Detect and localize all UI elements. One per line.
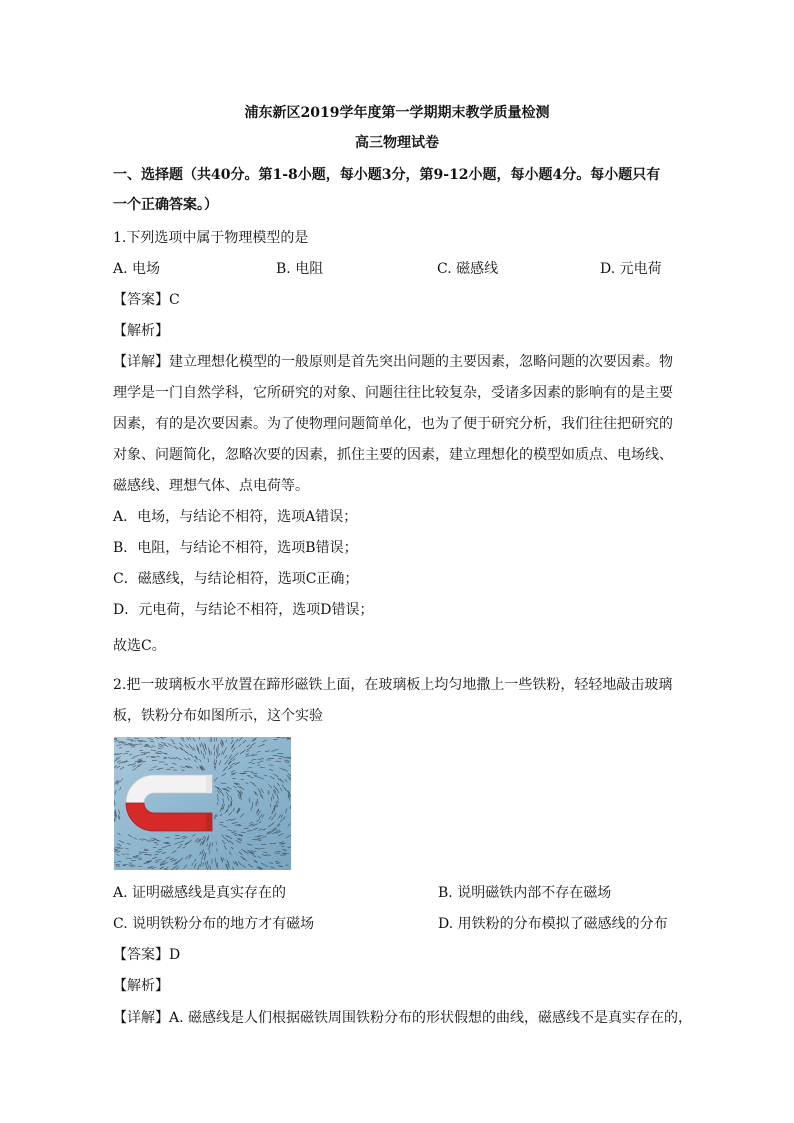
q2-option-c: C. 说明铁粉分布的地方才有磁场 [113,916,315,932]
q2-option-b: B. 说明磁铁内部不存在磁场 [438,885,612,901]
q1-option-c: C. 磁感线 [437,261,499,277]
page-title: 浦东新区2019学年度第一学期期末教学质量检测 [244,105,550,121]
magnet-iron-filings-image [114,737,291,870]
q1-option-analysis: C．磁感线，与结论相符，选项C正确； [113,571,359,587]
q2-stem-line1: 2.把一玻璃板水平放置在蹄形磁铁上面，在玻璃板上均匀地撒上一些铁粉，轻轻地敲击玻璃 [113,677,673,693]
q1-option-b: B. 电阻 [276,261,324,277]
q2-option-a: A. 证明磁感线是真实存在的 [113,885,287,901]
q2-stem-line2: 板，铁粉分布如图所示，这个实验 [113,708,323,724]
q1-option-analysis: D．元电荷，与结论不相符，选项D错误； [113,602,374,618]
q1-option-analysis: B．电阻，与结论不相符，选项B错误； [113,540,358,556]
section-heading-line2: 一个正确答案。） [113,197,218,213]
q1-stem: 1.下列选项中属于物理模型的是 [113,230,309,246]
q1-detail-line: 【详解】建立理想化模型的一般原则是首先突出问题的主要因素，忽略问题的次要因素。物 [113,354,673,370]
magnet-iron-filings-figure [114,737,291,870]
page-subtitle: 高三物理试卷 [355,135,439,151]
q1-detail-line: 磁感线、理想气体、点电荷等。 [113,478,309,494]
q2-option-d: D. 用铁粉的分布模拟了磁感线的分布 [438,916,668,932]
q1-option-a: A. 电场 [113,261,161,277]
q1-conclusion: 故选C。 [113,638,166,654]
q2-analysis-label: 【解析】 [113,978,169,994]
q1-detail-line: 理学是一门自然学科，它所研究的对象、问题往往比较复杂，受诸多因素的影响有的是主要 [113,385,673,401]
q2-answer: 【答案】D [113,947,181,963]
q1-analysis-label: 【解析】 [113,323,169,339]
q1-answer: 【答案】C [113,292,180,308]
section-heading-line1: 一、选择题（共40分。第1-8小题，每小题3分，第9-12小题，每小题4分。每小题只有 [113,167,661,183]
q1-detail-line: 对象、问题简化，忽略次要的因素，抓住主要的因素，建立理想化的模型如质点、电场线、 [113,447,673,463]
q1-option-analysis: A．电场，与结论不相符，选项A错误； [113,509,358,525]
q2-detail-line: 【详解】A. 磁感线是人们根据磁铁周围铁粉分布的形状假想的曲线，磁感线不是真实存在的， [113,1010,693,1026]
q1-detail-line: 因素，有的是次要因素。为了使物理问题简单化，也为了便于研究分析，我们往往把研究的 [113,416,673,432]
q1-option-d: D. 元电荷 [600,261,662,277]
